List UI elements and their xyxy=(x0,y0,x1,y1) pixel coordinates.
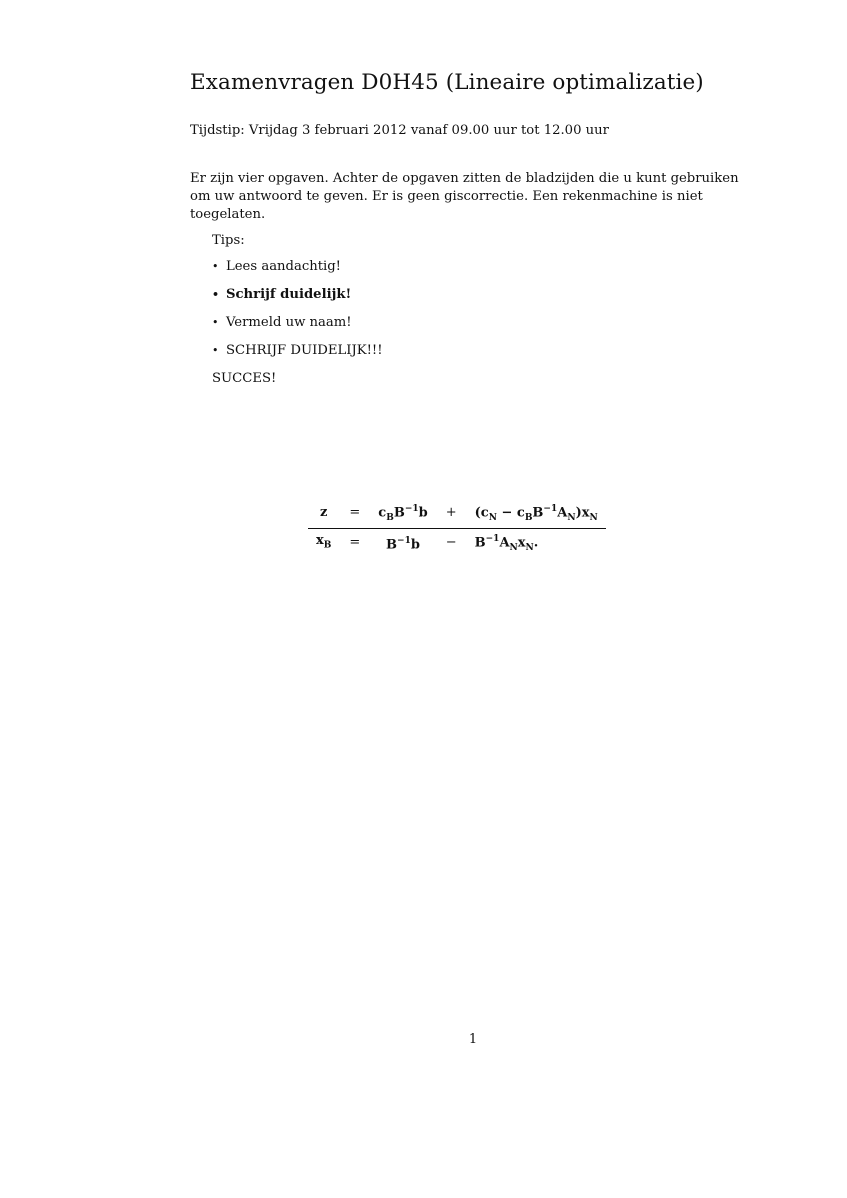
formula-row-objective xyxy=(308,500,606,528)
formula-operator: + xyxy=(436,500,467,528)
formula-lhs: $x_B$ xyxy=(316,533,332,551)
exam-timing: Tijdstip: Vrijdag 3 februari 2012 vanaf 09.00 uur tot 12.00 uur xyxy=(190,123,609,138)
tip-item xyxy=(212,287,383,303)
tip-text: Lees aandachtig! xyxy=(226,259,341,274)
tip-item xyxy=(212,315,383,331)
bullet-icon: • xyxy=(212,260,219,273)
formula-equals: = xyxy=(339,500,370,528)
tip-text: SCHRIJF DUIDELIJK!!! xyxy=(226,343,383,358)
page-number: 1 xyxy=(468,1032,478,1047)
formula-term: $c_BB^{-1}b$ xyxy=(370,500,435,528)
formula-row-basis xyxy=(308,528,606,556)
tips-section xyxy=(212,233,383,387)
formula-operator: − xyxy=(445,535,457,551)
tip-item xyxy=(212,343,383,359)
closing-text: SUCCES! xyxy=(212,371,277,386)
bullet-icon: • xyxy=(212,316,219,329)
document-title: Examenvragen D0H45 (Lineaire optimalizatie) xyxy=(190,70,704,95)
tip-item xyxy=(212,259,383,275)
bullet-icon: • xyxy=(212,344,219,357)
tips-list xyxy=(212,259,383,359)
tip-text: Schrijf duidelijk! xyxy=(226,287,352,302)
intro-paragraph: Er zijn vier opgaven. Achter de opgaven zitten de bladzijden die u kunt gebruiken om uw antwoord te geven. Er is geen giscorrectie. Een rekenmachine is niet toegelaten. xyxy=(190,171,739,222)
formula-lhs: z xyxy=(308,500,339,528)
tips-heading: Tips: xyxy=(212,233,245,248)
simplex-tableau-formula xyxy=(308,500,606,557)
formula-term: $B^{-1}b$ xyxy=(386,536,420,553)
formula-equals: = xyxy=(349,535,361,551)
formula-table xyxy=(308,500,606,557)
bullet-icon: • xyxy=(212,288,220,301)
formula-term: $(c_N - c_BB^{-1}A_N)x_N$ xyxy=(467,500,606,528)
formula-term: $B^{-1}A_Nx_N$. xyxy=(474,533,539,553)
tip-text: Vermeld uw naam! xyxy=(226,315,352,330)
